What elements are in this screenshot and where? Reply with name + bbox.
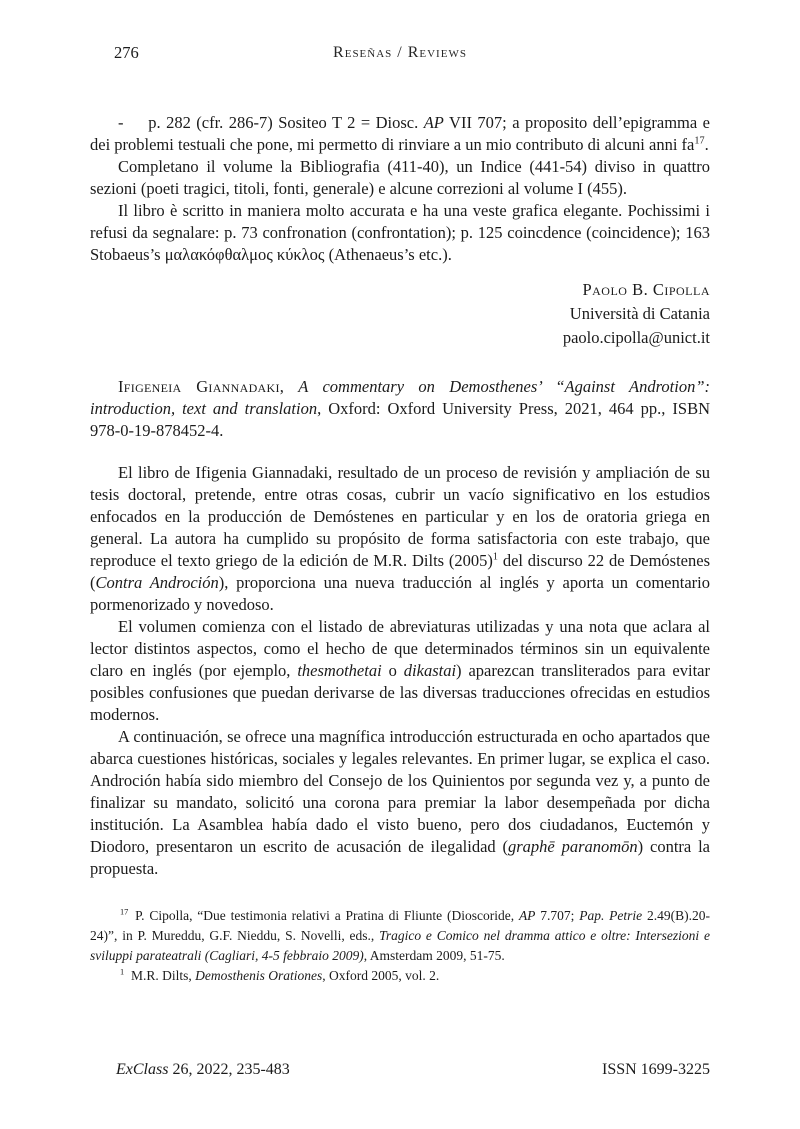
page-body — [90, 112, 710, 986]
page-number: 276 — [114, 43, 139, 62]
running-title: Reseñas / Reviews — [333, 44, 467, 61]
reviewer-affiliation: Università di Catania — [569, 304, 710, 323]
issn: ISSN 1699-3225 — [601, 1061, 710, 1078]
paragraph: El libro de Ifigenia Giannadaki, resultado de un proceso de revisión y ampliación de su tesis doctoral, pretende, entre otras cosas, cubrir un vacío significativo en los estudios enfocados en la producción de Demóstenes en particular y en los de oratoria griega en general. La autora ha cumplido su propósito de forma satisfactoria con este trabajo, que reproduce el texto griego de la edición de M.R. Dilts $(2005)^1$ del discurso 22 de Demóstenes (Contra Androción), proporciona una nueva traducción al inglés y aporta un comentario pormenorizado y novedoso. — [90, 463, 710, 614]
footnote-1: $^1$ M.R. Dilts, Demosthenis Orationes, Oxford 2005, vol. 2. — [120, 967, 440, 983]
reviewer-name: Paolo B. Cipolla — [582, 280, 710, 299]
review-giannadaki-section — [90, 376, 710, 880]
review-heading: Ifigeneia Giannadaki, A commentary on Demosthenes’ “Against Androtion”: introduction, text and translation, Oxford: Oxford University Press, 2021, 464 pp., ISBN 978-0-19-878452-4. — [90, 377, 710, 440]
reviewer-signature — [90, 278, 710, 350]
page-header — [90, 42, 710, 64]
footnotes-section — [90, 906, 710, 986]
review-cipolla-section — [90, 112, 710, 350]
paragraph: El volumen comienza con el listado de abreviaturas utilizadas y una nota que aclara al lector distintos aspectos, como el hecho de que determinados términos sin un equivalente claro en inglés (por ejemplo, thesmothetai o dikastai) aparezcan transliterados para evitar posibles confusiones que puedan derivarse de las diversas traducciones ofrecidas en estudios modernos. — [90, 617, 710, 724]
paragraph: Il libro è scritto in maniera molto accurata e ha una veste grafica elegante. Pochissimi i refusi da segnalare: p. 73 confronation (confrontation); p. 125 coincdence (coincidence); 163 Stobaeus’s μαλακόφθαλμος κύκλος (Athenaeus’s etc.). — [90, 201, 710, 264]
page-footer — [116, 1059, 710, 1081]
reviewer-email: paolo.cipolla@unict.it — [562, 328, 710, 347]
paragraph: A continuación, se ofrece una magnífica introducción estructurada en ocho apartados que abarca cuestiones históricas, sociales y legales relevantes. En primer lugar, se explica el caso. Androción había sido miembro del Consejo de los Quinientos por segunda vez y, a punto de finalizar su mandato, solicitó una corona para premiar la labor desempeñada por dicha institución. La Asamblea había dado el visto bueno, pero dos ciudadanos, Euctemón y Diodoro, presentaron un escrito de acusación de ilegalidad (graphē paranomōn) contra la propuesta. — [90, 727, 710, 878]
paragraph: Completano il volume la Bibliografia (411-40), un Indice (441-54) diviso in quattro sezioni (poeti tragici, titoli, fonti, generale) e alcune correzioni al volume I (455). — [90, 157, 710, 198]
footnote-17: $^{17}$ P. Cipolla, “Due testimonia relativi a Pratina di Fliunte (Dioscoride, AP 7.707; Pap. Petrie 2.49(B).20-24)”, in P. Mureddu, G.F. Nieddu, S. Novelli, eds., Tragico e Comico nel dramma attico e oltre: Intersezioni e sviluppi parateatrali (Cagliari, 4-5 febbraio 2009), Amsterdam 2009, 51-75. — [90, 907, 710, 963]
paragraph-list-item: - p. 282 (cfr. 286-7) Sositeo T 2 = Diosc. AP VII 707; a proposito dell’epigramma e dei problemi testuali che pone, mi permetto di rinviare a un mio contributo di alcuni anni $fa^{17}$. — [90, 113, 710, 154]
journal-volume-info: ExClass 26, 2022, 235-483 — [116, 1061, 290, 1078]
